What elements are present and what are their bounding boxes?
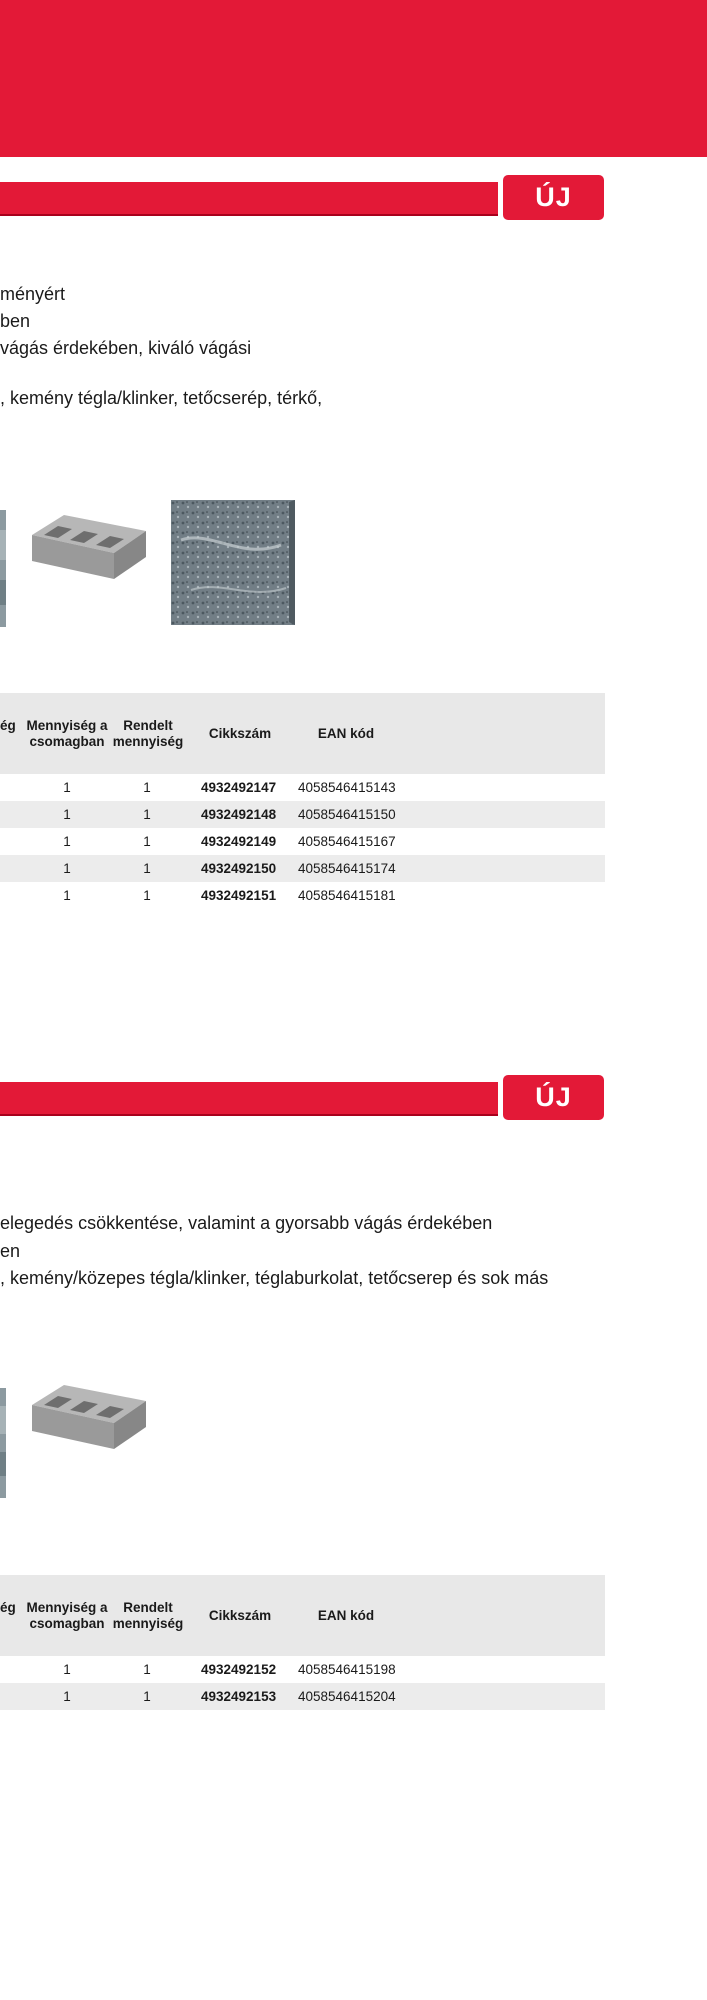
column-header-article-no: Cikkszám xyxy=(208,726,272,741)
ean-code: 4058546415143 xyxy=(298,780,396,795)
column-header-ordered-qty: Rendelt mennyiség xyxy=(112,1600,184,1631)
article-number: 4932492151 xyxy=(201,888,277,903)
new-badge: ÚJ xyxy=(503,1075,604,1120)
table-row xyxy=(0,828,605,855)
article-number: 4932492148 xyxy=(201,807,277,822)
column-header-ean: EAN kód xyxy=(317,726,375,741)
description-line: vágás érdekében, kiváló vágási xyxy=(0,338,252,358)
granite-fragment-image xyxy=(0,1388,8,1498)
concrete-hollow-block-image xyxy=(30,1383,148,1451)
table-row xyxy=(0,801,605,828)
qty-cell: 1 xyxy=(63,861,71,876)
article-number: 4932492150 xyxy=(201,861,277,876)
new-badge: ÚJ xyxy=(503,175,604,220)
qty-cell: 1 xyxy=(63,1689,71,1704)
column-header-qty-pack: Mennyiség a csomagban xyxy=(26,718,108,749)
qty-cell: 1 xyxy=(63,780,71,795)
section-header-bar xyxy=(0,182,498,216)
article-number: 4932492152 xyxy=(201,1662,277,1677)
ordered-cell: 1 xyxy=(143,888,151,903)
top-banner xyxy=(0,0,707,157)
article-number: 4932492149 xyxy=(201,834,277,849)
ordered-cell: 1 xyxy=(143,1662,151,1677)
granite-fragment-image xyxy=(0,510,8,627)
section-header-bar xyxy=(0,1082,498,1116)
description-line: elegedés csökkentése, valamint a gyorsabb vágás érdekében xyxy=(0,1213,493,1233)
column-header-ordered-qty: Rendelt mennyiség xyxy=(112,718,184,749)
ean-code: 4058546415174 xyxy=(298,861,396,876)
ordered-cell: 1 xyxy=(143,834,151,849)
ean-code: 4058546415167 xyxy=(298,834,396,849)
description-line: , kemény tégla/klinker, tetőcserép, térkő, xyxy=(0,388,323,408)
column-header-qty-pack: Mennyiség a csomagban xyxy=(26,1600,108,1631)
column-header-cut: ég xyxy=(0,718,16,733)
qty-cell: 1 xyxy=(63,888,71,903)
ean-code: 4058546415198 xyxy=(298,1662,396,1677)
description-line: , kemény/közepes tégla/klinker, téglaburkolat, tetőcserep és sok más xyxy=(0,1268,549,1288)
column-header-ean: EAN kód xyxy=(317,1608,375,1623)
concrete-hollow-block-image xyxy=(30,513,148,581)
ordered-cell: 1 xyxy=(143,1689,151,1704)
table-row xyxy=(0,774,605,801)
qty-cell: 1 xyxy=(63,1662,71,1677)
table-row xyxy=(0,1683,605,1710)
column-header-article-no: Cikkszám xyxy=(208,1608,272,1623)
granite-tile-image xyxy=(171,500,297,627)
description-line: ményért xyxy=(0,284,66,304)
article-number: 4932492147 xyxy=(201,780,277,795)
ordered-cell: 1 xyxy=(143,780,151,795)
description-line: en xyxy=(0,1241,21,1261)
column-header-cut: ég xyxy=(0,1600,16,1615)
ean-code: 4058546415150 xyxy=(298,807,396,822)
table-row xyxy=(0,855,605,882)
table-row xyxy=(0,1656,605,1683)
table-row xyxy=(0,882,605,909)
ean-code: 4058546415204 xyxy=(298,1689,396,1704)
ean-code: 4058546415181 xyxy=(298,888,396,903)
ordered-cell: 1 xyxy=(143,807,151,822)
article-number: 4932492153 xyxy=(201,1689,277,1704)
description-line: ben xyxy=(0,311,31,331)
qty-cell: 1 xyxy=(63,807,71,822)
ordered-cell: 1 xyxy=(143,861,151,876)
qty-cell: 1 xyxy=(63,834,71,849)
